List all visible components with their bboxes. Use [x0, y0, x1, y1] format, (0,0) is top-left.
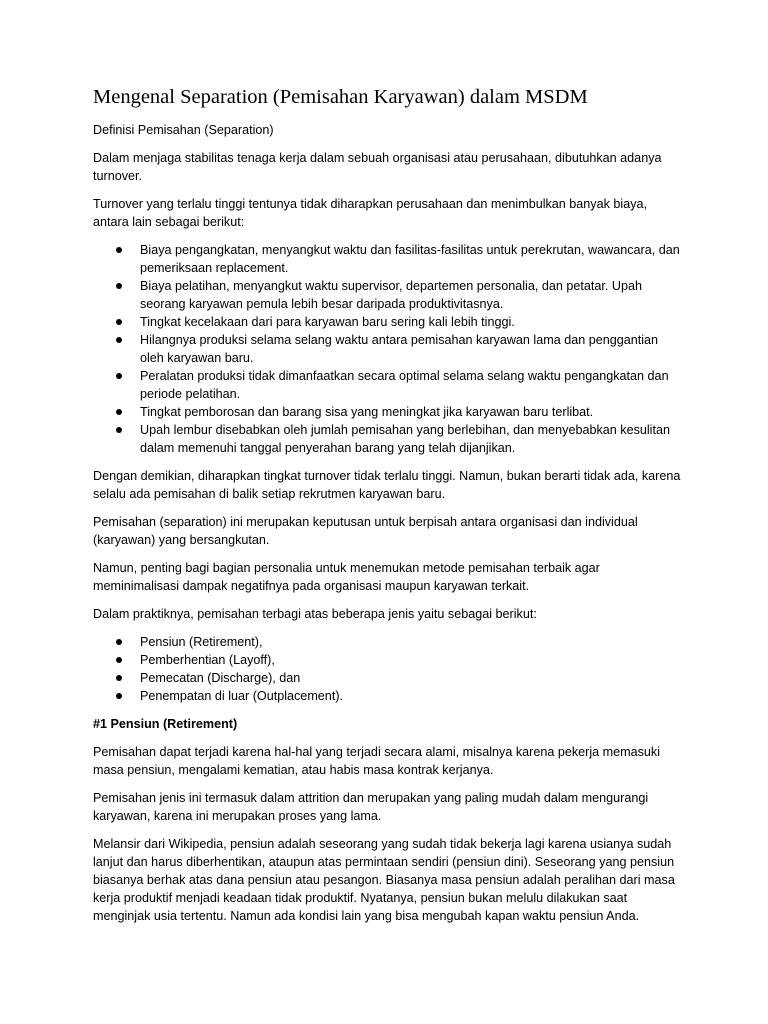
section-heading: #1 Pensiun (Retirement) [93, 717, 238, 731]
list-item: Biaya pelatihan, menyangkut waktu supervisor, departemen personalia, dan petatar. Upah seorang karyawan pemula lebih besar daripada produktivitasnya. [93, 277, 683, 313]
paragraph: Turnover yang terlalu tinggi tentunya tidak diharapkan perusahaan dan menimbulkan banyak biaya, antara lain sebagai berikut: [93, 197, 648, 229]
paragraph: Dalam menjaga stabilitas tenaga kerja dalam sebuah organisasi atau perusahaan, dibutuhkan adanya turnover. [93, 151, 662, 183]
list-item: Biaya pengangkatan, menyangkut waktu dan fasilitas-fasilitas untuk perekrutan, wawancara, dan pemeriksaan replacement. [93, 241, 683, 277]
document-page [93, 84, 683, 935]
list-item: Hilangnya produksi selama selang waktu antara pemisahan karyawan lama dan penggantian oleh karyawan baru. [93, 331, 683, 367]
list-item: Penempatan di luar (Outplacement). [93, 687, 683, 705]
paragraph: Pemisahan (separation) ini merupakan keputusan untuk berpisah antara organisasi dan individual (karyawan) yang bersangkutan. [93, 515, 638, 547]
paragraph: Dalam praktiknya, pemisahan terbagi atas beberapa jenis yaitu sebagai berikut: [93, 607, 537, 621]
section-subtitle: Definisi Pemisahan (Separation) [93, 123, 274, 137]
list-item: Pemecatan (Discharge), dan [93, 669, 683, 687]
list-item: Upah lembur disebabkan oleh jumlah pemisahan yang berlebihan, dan menyebabkan kesulitan dalam memenuhi tanggal penyerahan barang yang telah dijanjikan. [93, 421, 683, 457]
paragraph: Pemisahan jenis ini termasuk dalam attrition dan merupakan yang paling mudah dalam mengurangi karyawan, karena ini merupakan proses yang lama. [93, 791, 649, 823]
separation-types-list [93, 633, 683, 705]
list-item: Tingkat kecelakaan dari para karyawan baru sering kali lebih tinggi. [93, 313, 683, 331]
document-title: Mengenal Separation (Pemisahan Karyawan) dalam MSDM [93, 86, 588, 108]
cost-list [93, 241, 683, 457]
paragraph: Namun, penting bagi bagian personalia untuk menemukan metode pemisahan terbaik agar meminimalisasi dampak negatifnya pada organisasi maupun karyawan terkait. [93, 561, 600, 593]
list-item: Pensiun (Retirement), [93, 633, 683, 651]
list-item: Peralatan produksi tidak dimanfaatkan secara optimal selama selang waktu pengangkatan dan periode pelatihan. [93, 367, 683, 403]
paragraph: Pemisahan dapat terjadi karena hal-hal yang terjadi secara alami, misalnya karena pekerja memasuki masa pensiun, mengalami kematian, atau habis masa kontrak kerjanya. [93, 745, 661, 777]
paragraph: Dengan demikian, diharapkan tingkat turnover tidak terlalu tinggi. Namun, bukan berarti tidak ada, karena selalu ada pemisahan di balik setiap rekrutmen karyawan baru. [93, 469, 681, 501]
list-item: Tingkat pemborosan dan barang sisa yang meningkat jika karyawan baru terlibat. [93, 403, 683, 421]
paragraph: Melansir dari Wikipedia, pensiun adalah seseorang yang sudah tidak bekerja lagi karena usianya sudah lanjut dan harus diberhentikan, ataupun atas permintaan sendiri (pensiun dini). Seseorang yang pensiun biasanya berhak atas dana pensiun atau pesangon. Biasanya masa pensiun adalah peralihan dari masa kerja produktif menjadi keadaan tidak produktif. Nyatanya, pensiun bukan melulu dilakukan saat menginjak usia tertentu. Namun ada kondisi lain yang bisa mengubah kapan waktu pensiun Anda. [93, 837, 675, 923]
list-item: Pemberhentian (Layoff), [93, 651, 683, 669]
